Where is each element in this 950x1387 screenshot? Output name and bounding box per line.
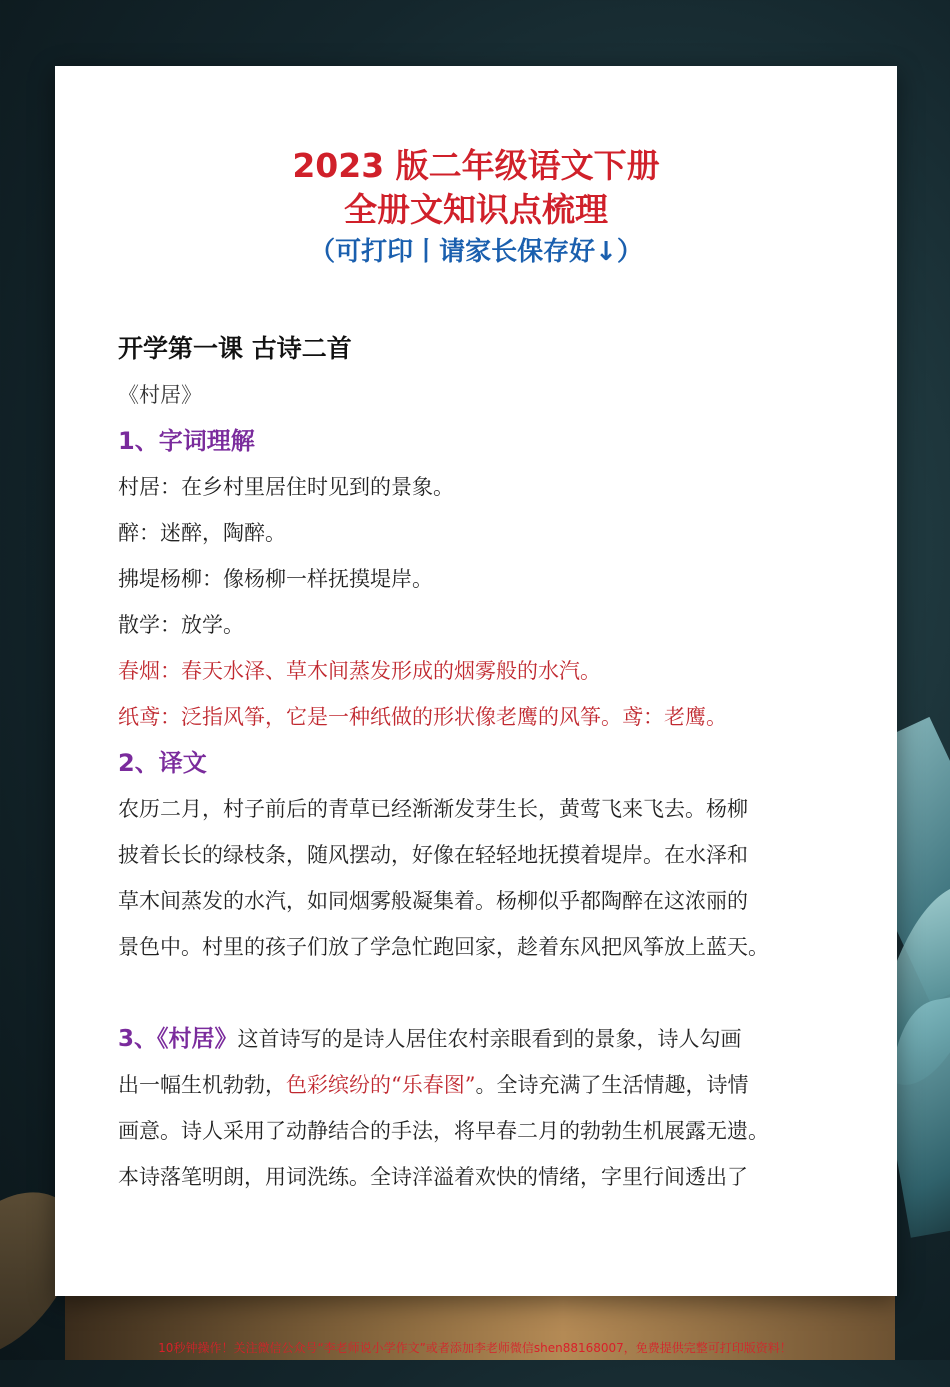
section3-line2 bbox=[118, 1062, 838, 1108]
section2-line: 草木间蒸发的水汽，如同烟雾般凝集着。杨柳似乎都陶醉在这浓丽的 bbox=[118, 889, 748, 913]
section1-heading: 1、字词理解 bbox=[118, 427, 255, 455]
section1-line-highlight: 春烟：春天水泽、草木间蒸发形成的烟雾般的水汽。 bbox=[118, 659, 601, 683]
footer-promo-text: 10秒钟操作！关注微信公众号“李老师说小学作文”或者添加李老师微信shen88168007，免费提供完整可打印版资料！ bbox=[158, 1341, 792, 1355]
section2-heading: 2、译文 bbox=[118, 749, 207, 777]
document-page bbox=[55, 66, 897, 1296]
section3-line3: 画意。诗人采用了动静结合的手法，将早春二月的勃勃生机展露无遗。 bbox=[118, 1119, 769, 1143]
section2-line: 农历二月，村子前后的青草已经渐渐发芽生长，黄莺飞来飞去。杨柳 bbox=[118, 797, 748, 821]
document-title-line2: 全册文知识点梳理 bbox=[344, 190, 608, 229]
paragraph-gap bbox=[118, 970, 838, 1016]
section1-line: 醉：迷醉，陶醉。 bbox=[118, 521, 286, 545]
poem-title: 《村居》 bbox=[118, 383, 202, 407]
section3-line1-text: 这首诗写的是诗人居住农村亲眼看到的景象，诗人勾画 bbox=[237, 1027, 742, 1051]
section1-line-highlight: 纸鸢：泛指风筝，它是一种纸做的形状像老鹰的风筝。鸢：老鹰。 bbox=[118, 705, 727, 729]
section1-line: 散学：放学。 bbox=[118, 613, 244, 637]
section3-line4: 本诗落笔明朗，用词洗练。全诗洋溢着欢快的情绪，字里行间透出了 bbox=[118, 1165, 748, 1189]
section2-line: 披着长长的绿枝条，随风摆动，好像在轻轻地抚摸着堤岸。在水泽和 bbox=[118, 843, 748, 867]
document-subtitle: （可打印丨请家长保存好↓） bbox=[309, 237, 643, 267]
section3-line2-pre: 出一幅生机勃勃， bbox=[118, 1073, 286, 1097]
section3-line1 bbox=[118, 1016, 838, 1062]
section3-line2-post: 。全诗充满了生活情趣，诗情 bbox=[475, 1073, 749, 1097]
section3-highlight: 色彩缤纷的“乐春图” bbox=[286, 1073, 476, 1097]
section2-line: 景色中。村里的孩子们放了学急忙跑回家，趁着东风把风筝放上蓝天。 bbox=[118, 935, 769, 959]
section1-line: 拂堤杨柳：像杨柳一样抚摸堤岸。 bbox=[118, 567, 433, 591]
section1-line: 村居：在乡村里居住时见到的景象。 bbox=[118, 475, 454, 499]
lesson-heading: 开学第一课 古诗二首 bbox=[118, 334, 352, 363]
document-body bbox=[118, 326, 838, 1200]
document-title-line1: 2023 版二年级语文下册 bbox=[292, 146, 660, 185]
section3-heading: 3、《村居》 bbox=[118, 1026, 238, 1052]
